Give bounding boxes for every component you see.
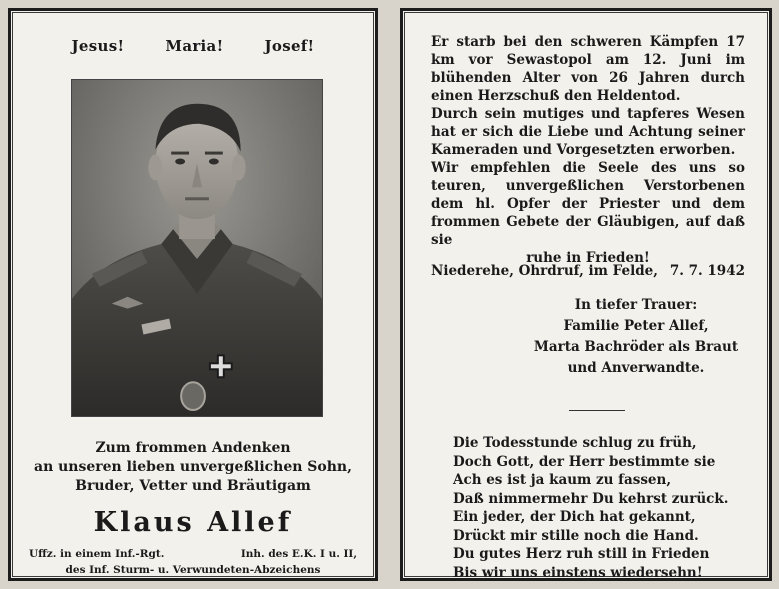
obituary-text bbox=[431, 33, 745, 267]
memorial-dedication bbox=[11, 439, 375, 496]
place: Niederehe, Ohrdruf, im Felde, bbox=[431, 263, 658, 279]
memorial-card-front bbox=[8, 8, 378, 581]
obituary-closing: ruhe in Frieden! bbox=[526, 250, 650, 266]
place-and-date bbox=[431, 263, 745, 279]
invocation-maria: Maria! bbox=[165, 37, 224, 55]
poem-line: Daß nimmermehr Du kehrst zurück. bbox=[453, 490, 729, 507]
invocation-line bbox=[11, 37, 375, 55]
invocation-josef: Josef! bbox=[264, 37, 315, 55]
poem-line: Drückt mir stille noch die Hand. bbox=[453, 527, 699, 544]
obituary-paragraph-2: Durch sein mutiges und tapferes Wesen hat er sich die Liebe und Achtung seiner Kameraden und Vorgesetzten erworben. bbox=[431, 106, 745, 158]
dedication-line-2: an unseren lieben unvergeßlichen Sohn, bbox=[34, 459, 352, 475]
divider-line bbox=[569, 410, 625, 411]
mourners-line-2: Familie Peter Allef, bbox=[563, 318, 709, 334]
soldier-portrait-image bbox=[72, 80, 322, 416]
obituary-paragraph-3: Wir empfehlen die Seele des uns so teuren, unvergeßlichen Verstorbenen dem hl. Opfer der Priester und dem frommen Gebete der Gläubigen, auf daß sie bbox=[431, 160, 745, 248]
invocation-jesus: Jesus! bbox=[71, 37, 125, 55]
poem-line: Du gutes Herz ruh still in Frieden bbox=[453, 546, 710, 562]
rank-line-2: des Inf. Sturm- u. Verwundeten-Abzeichens bbox=[65, 564, 321, 576]
obituary-paragraph-1: Er starb bei den schweren Kämpfen 17 km vor Sewastopol am 12. Juni im blühenden Alter von 26 Jahren durch einen Herzschuß den Heldentod. bbox=[431, 34, 745, 104]
dedication-line-1: Zum frommen Andenken bbox=[95, 440, 291, 456]
rank-decorations: Inh. des E.K. I u. II, bbox=[240, 548, 357, 560]
portrait-photo bbox=[71, 79, 323, 417]
poem-line: Die Todesstunde schlug zu früh, bbox=[453, 435, 697, 451]
poem-line: Doch Gott, der Herr bestimmte sie bbox=[453, 453, 716, 470]
mourners-block bbox=[523, 295, 749, 379]
date: 7. 7. 1942 bbox=[669, 263, 745, 279]
poem bbox=[453, 434, 745, 582]
poem-line: Ein jeder, der Dich hat gekannt, bbox=[453, 509, 696, 525]
poem-line: Bis wir uns einstens wiedersehn! bbox=[453, 564, 703, 581]
memorial-card-back bbox=[400, 8, 772, 581]
mourners-line-1: In tiefer Trauer: bbox=[574, 297, 698, 313]
deceased-name: Klaus Allef bbox=[93, 507, 293, 538]
rank-unit: Uffz. in einem Inf.-Rgt. bbox=[29, 548, 165, 560]
mourners-line-4: und Anverwandte. bbox=[567, 360, 705, 376]
dedication-line-3: Bruder, Vetter und Bräutigam bbox=[75, 478, 311, 494]
mourners-line-3: Marta Bachröder als Braut bbox=[533, 339, 739, 355]
poem-line: Ach es ist ja kaum zu fassen, bbox=[453, 472, 672, 488]
rank-line-1 bbox=[29, 548, 357, 560]
